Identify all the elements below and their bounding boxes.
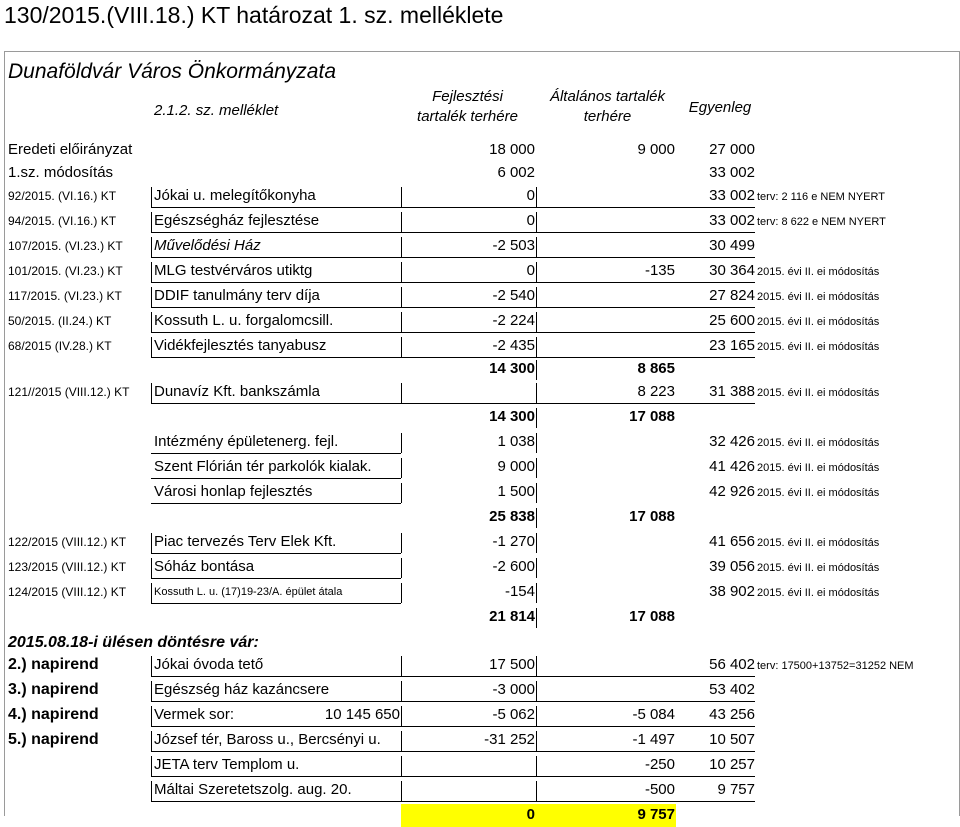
value-general-reserve: 8 865 — [637, 360, 675, 377]
cell-border — [536, 731, 537, 751]
row-description: Szent Flórián tér parkolók kialak. — [154, 458, 372, 475]
pending-title: 2015.08.18-i ülésen döntésre vár: — [8, 634, 259, 651]
row-description: MLG testvérváros utiktg — [154, 262, 313, 279]
row-border — [151, 751, 755, 752]
cell-border — [401, 756, 402, 776]
pending-value-general-reserve: -1 497 — [632, 731, 675, 748]
value-development-reserve: -1 270 — [492, 533, 535, 550]
row-border — [151, 282, 755, 283]
cell-border — [401, 731, 402, 751]
row-description: Kossuth L. u. forgalomcsill. — [154, 312, 334, 329]
pending-description: Egészség ház kazáncsere — [154, 681, 330, 698]
row-note: 2015. évi II. ei módosítás — [757, 587, 880, 599]
value-development-reserve: 6 002 — [497, 164, 535, 181]
pending-value-balance: 10 507 — [709, 731, 755, 748]
row-border — [151, 453, 401, 454]
value-balance: 39 056 — [709, 558, 755, 575]
cell-border — [536, 706, 537, 726]
document-title: 130/2015.(VIII.18.) KT határozat 1. sz. melléklete — [4, 2, 504, 28]
row-border — [151, 676, 755, 677]
spreadsheet — [4, 51, 960, 823]
cell-border — [151, 656, 152, 676]
cell-border — [401, 433, 402, 453]
row-description: DDIF tanulmány terv díja — [154, 287, 320, 304]
row-label: 94/2015. (VI.16.) KT — [8, 214, 117, 228]
cell-border — [536, 483, 537, 503]
value-development-reserve: 0 — [526, 187, 535, 204]
cell-border — [401, 656, 402, 676]
cell-border — [536, 337, 537, 357]
row-border — [151, 726, 755, 727]
row-note: terv: 8 622 e NEM NYERT — [757, 216, 886, 228]
cell-border — [151, 262, 152, 282]
cell-border — [536, 433, 537, 453]
row-note: 2015. évi II. ei módosítás — [757, 291, 880, 303]
pending-description: József tér, Baross u., Bercsényi u. — [154, 731, 381, 748]
value-development-reserve: -154 — [504, 583, 535, 600]
value-balance: 30 499 — [709, 237, 755, 254]
cell-border — [536, 262, 537, 282]
value-general-reserve: 9 000 — [637, 141, 675, 158]
row-note: 2015. évi II. ei módosítás — [757, 341, 880, 353]
row-border — [151, 801, 755, 802]
row-label: 122/2015 (VIII.12.) KT — [8, 535, 127, 549]
row-border — [151, 232, 755, 233]
value-balance: 42 926 — [709, 483, 755, 500]
pending-extra-value: 10 145 650 — [324, 706, 400, 723]
pending-label: 5.) napirend — [8, 731, 99, 748]
pending-value-general-reserve: 9 757 — [637, 806, 675, 823]
cell-border — [401, 383, 402, 403]
pending-value-balance: 53 402 — [709, 681, 755, 698]
value-development-reserve: -2 435 — [492, 337, 535, 354]
row-label: 123/2015 (VIII.12.) KT — [8, 560, 127, 574]
col-header-development-reserve-line1: Fejlesztési — [432, 88, 503, 105]
pending-label: 4.) napirend — [8, 706, 99, 723]
cell-border — [536, 558, 537, 578]
cell-border — [536, 608, 537, 628]
row-label: 107/2015. (VI.23.) KT — [8, 239, 123, 253]
cell-border — [536, 312, 537, 332]
pending-value-development-reserve: -5 062 — [492, 706, 535, 723]
row-label: 68/2015 (IV.28.) KT — [8, 339, 112, 353]
row-label: 121//2015 (VIII.12.) KT — [8, 385, 130, 399]
value-development-reserve: 1 038 — [497, 433, 535, 450]
cell-border — [536, 187, 537, 207]
row-description: Sóház bontása — [154, 558, 255, 575]
row-description: Piac tervezés Terv Elek Kft. — [154, 533, 337, 550]
cell-border — [151, 558, 152, 578]
cell-border — [536, 360, 537, 380]
cell-border — [401, 706, 402, 726]
value-development-reserve: 0 — [526, 262, 535, 279]
pending-value-balance: 10 257 — [709, 756, 755, 773]
row-border — [151, 332, 755, 333]
cell-border — [536, 656, 537, 676]
row-description: Intézmény épületenerg. fejl. — [154, 433, 339, 450]
row-description: Művelődési Ház — [154, 237, 261, 254]
pending-value-balance: 43 256 — [709, 706, 755, 723]
col-header-general-reserve-line1: Általános tartalék — [549, 88, 666, 105]
cell-border — [151, 706, 152, 726]
row-note: 2015. évi II. ei módosítás — [757, 562, 880, 574]
value-balance: 38 902 — [709, 583, 755, 600]
cell-border — [401, 458, 402, 478]
value-balance: 41 426 — [709, 458, 755, 475]
row-description: Dunavíz Kft. bankszámla — [154, 383, 320, 400]
col-header-general-reserve-line2: terhére — [583, 108, 632, 125]
row-description: Jókai u. melegítőkonyha — [154, 187, 316, 204]
cell-border — [151, 383, 152, 403]
row-label: 117/2015. (VI.23.) KT — [8, 289, 122, 303]
value-general-reserve: 8 223 — [637, 383, 675, 400]
col-header-development-reserve — [400, 87, 535, 127]
col-header-general-reserve — [535, 87, 680, 127]
value-development-reserve: -2 540 — [492, 287, 535, 304]
row-label: 92/2015. (VI.16.) KT — [8, 189, 117, 203]
row-border — [151, 403, 755, 404]
value-balance: 27 000 — [709, 141, 755, 158]
row-label: 50/2015. (II.24.) KT — [8, 314, 112, 328]
value-development-reserve: 18 000 — [489, 141, 535, 158]
value-general-reserve: 17 088 — [629, 408, 675, 425]
cell-border — [536, 237, 537, 257]
value-balance: 33 002 — [709, 212, 755, 229]
cell-border — [536, 583, 537, 603]
cell-border — [536, 383, 537, 403]
cell-border — [401, 287, 402, 307]
value-balance: 31 388 — [709, 383, 755, 400]
value-development-reserve: -2 503 — [492, 237, 535, 254]
pending-value-general-reserve: -500 — [644, 781, 675, 798]
row-border — [151, 776, 755, 777]
cell-border — [151, 337, 152, 357]
cell-border — [401, 681, 402, 701]
org-title: Dunaföldvár Város Önkormányzata — [8, 60, 336, 83]
pending-description: JETA terv Templom u. — [154, 756, 300, 773]
cell-border — [151, 237, 152, 257]
pending-label: 2.) napirend — [8, 656, 99, 673]
value-balance: 30 364 — [709, 262, 755, 279]
value-general-reserve: 17 088 — [629, 508, 675, 525]
value-balance: 23 165 — [709, 337, 755, 354]
cell-border — [536, 508, 537, 528]
row-border — [151, 257, 755, 258]
value-development-reserve: 14 300 — [489, 408, 535, 425]
value-general-reserve: 17 088 — [629, 608, 675, 625]
cell-border — [151, 287, 152, 307]
cell-border — [151, 187, 152, 207]
annex-label: 2.1.2. sz. melléklet — [154, 102, 279, 119]
pending-description: Vermek sor: — [154, 706, 235, 723]
pending-value-balance: 9 757 — [717, 781, 755, 798]
cell-border — [401, 583, 402, 603]
value-balance: 33 002 — [709, 164, 755, 181]
value-development-reserve: 21 814 — [489, 608, 535, 625]
row-label: 124/2015 (VIII.12.) KT — [8, 585, 127, 599]
value-balance: 33 002 — [709, 187, 755, 204]
cell-border — [401, 483, 402, 503]
pending-description: Máltai Szeretetszolg. aug. 20. — [154, 781, 352, 798]
pending-value-development-reserve: 0 — [526, 806, 535, 823]
row-note: 2015. évi II. ei módosítás — [757, 537, 880, 549]
pending-label: 3.) napirend — [8, 681, 99, 698]
row-border — [151, 701, 755, 702]
row-note: 2015. évi II. ei módosítás — [757, 437, 880, 449]
cell-border — [401, 533, 402, 553]
value-development-reserve: 9 000 — [497, 458, 535, 475]
value-development-reserve: 14 300 — [489, 360, 535, 377]
cell-border — [151, 533, 152, 553]
row-border — [151, 553, 401, 554]
row-label: Eredeti előirányzat — [8, 141, 133, 158]
value-balance: 27 824 — [709, 287, 755, 304]
cell-border — [151, 681, 152, 701]
row-border — [151, 603, 401, 604]
cell-border — [151, 781, 152, 801]
value-general-reserve: -135 — [644, 262, 675, 279]
value-development-reserve: 1 500 — [497, 483, 535, 500]
pending-value-development-reserve: 17 500 — [489, 656, 535, 673]
pending-value-development-reserve: -3 000 — [492, 681, 535, 698]
cell-border — [401, 187, 402, 207]
pending-description: Jókai óvoda tető — [154, 656, 264, 673]
cell-border — [401, 781, 402, 801]
row-label: 101/2015. (VI.23.) KT — [8, 264, 123, 278]
row-border — [151, 207, 755, 208]
cell-border — [401, 262, 402, 282]
row-description: Városi honlap fejlesztés — [154, 483, 313, 500]
col-header-balance: Egyenleg — [688, 99, 752, 116]
row-note: 2015. évi II. ei módosítás — [757, 316, 880, 328]
value-balance: 25 600 — [709, 312, 755, 329]
row-label: 1.sz. módosítás — [8, 164, 114, 181]
row-note: 2015. évi II. ei módosítás — [757, 266, 880, 278]
cell-border — [536, 458, 537, 478]
row-note: 2015. évi II. ei módosítás — [757, 487, 880, 499]
cell-border — [536, 212, 537, 232]
cell-border — [401, 237, 402, 257]
value-balance: 41 656 — [709, 533, 755, 550]
row-border — [151, 307, 755, 308]
cell-border — [401, 337, 402, 357]
pending-note: terv: 17500+13752=31252 NEM — [757, 660, 914, 672]
cell-border — [536, 533, 537, 553]
row-border — [151, 478, 401, 479]
cell-border — [536, 287, 537, 307]
value-development-reserve: -2 600 — [492, 558, 535, 575]
cell-border — [536, 781, 537, 801]
cell-border — [151, 583, 152, 603]
row-description: Egészségház fejlesztése — [154, 212, 320, 229]
cell-border — [536, 756, 537, 776]
cell-border — [151, 212, 152, 232]
pending-value-general-reserve: -250 — [644, 756, 675, 773]
value-development-reserve: -2 224 — [492, 312, 535, 329]
cell-border — [536, 408, 537, 428]
value-development-reserve: 25 838 — [489, 508, 535, 525]
pending-value-general-reserve: -5 084 — [632, 706, 675, 723]
cell-border — [151, 756, 152, 776]
value-development-reserve: 0 — [526, 212, 535, 229]
row-border — [151, 578, 401, 579]
cell-border — [151, 731, 152, 751]
cell-border — [401, 558, 402, 578]
cell-border — [151, 312, 152, 332]
row-border — [151, 503, 401, 504]
row-note: 2015. évi II. ei módosítás — [757, 387, 880, 399]
cell-border — [401, 312, 402, 332]
col-header-development-reserve-line2: tartalék terhére — [417, 108, 518, 125]
row-description: Vidékfejlesztés tanyabusz — [154, 337, 327, 354]
cell-border — [536, 681, 537, 701]
pending-value-balance: 56 402 — [709, 656, 755, 673]
pending-value-development-reserve: -31 252 — [484, 731, 535, 748]
row-note: 2015. évi II. ei módosítás — [757, 462, 880, 474]
value-balance: 32 426 — [709, 433, 755, 450]
row-description: Kossuth L. u. (17)19-23/A. épület átala — [154, 586, 343, 598]
row-note: terv: 2 116 e NEM NYERT — [757, 191, 885, 203]
cell-border — [401, 212, 402, 232]
